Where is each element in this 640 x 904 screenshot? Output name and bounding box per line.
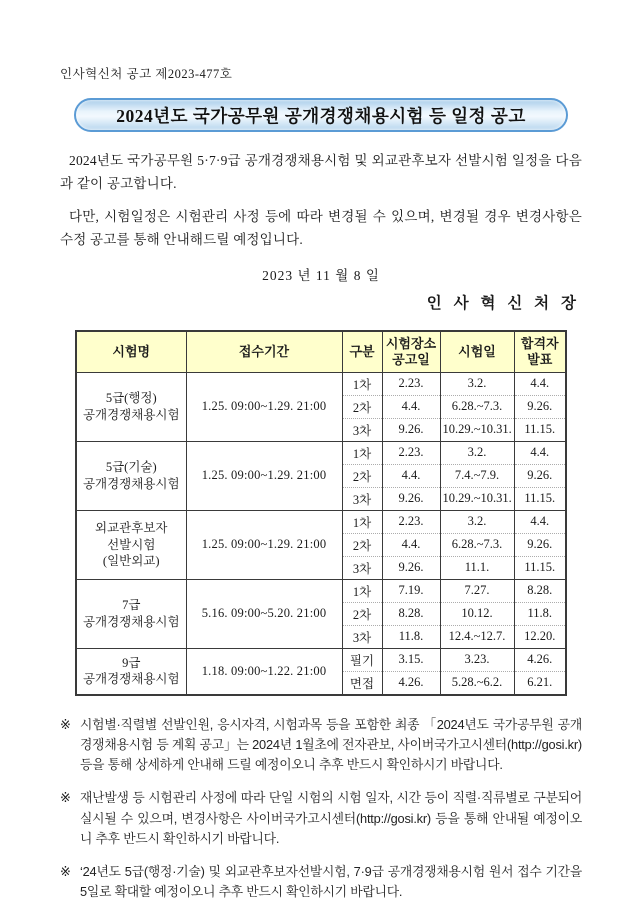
exam-name-cell: 9급 공개경쟁채용시험 — [76, 648, 186, 695]
doc-number: 인사혁신처 공고 제2023-477호 — [60, 67, 233, 81]
table-row — [76, 510, 566, 533]
stage-cell: 1차 — [342, 579, 382, 602]
header-pass-announcement: 합격자 발표 — [514, 331, 566, 373]
pass-date-cell: 11.15. — [514, 556, 566, 579]
exam-date-cell: 3.2. — [440, 441, 514, 464]
note-marker: ※ — [60, 790, 71, 806]
period-cell: 5.16. 09:00~5.20. 21:00 — [186, 579, 342, 648]
schedule-table — [75, 330, 567, 696]
stage-cell: 3차 — [342, 418, 382, 441]
period-cell: 1.18. 09:00~1.22. 21:00 — [186, 648, 342, 695]
notice-date-cell: 11.8. — [382, 625, 440, 648]
stage-cell: 1차 — [342, 441, 382, 464]
pass-date-cell: 6.21. — [514, 671, 566, 695]
note-text: 재난발생 등 시험관리 사정에 따라 단일 시험의 시험 일자, 시간 등이 직렬·직류별로 구분되어 실시될 수 있으며, 변경사항은 사이버국가고시센터(http://gosi.kr) 등을 통해 안내될 예정이오니 추후 반드시 확인하시기 바랍니다. — [80, 790, 582, 846]
stage-cell: 3차 — [342, 625, 382, 648]
exam-date-cell: 11.1. — [440, 556, 514, 579]
notice-date-cell: 4.26. — [382, 671, 440, 695]
pass-date-cell: 9.26. — [514, 533, 566, 556]
pass-date-cell: 4.26. — [514, 648, 566, 671]
period-cell: 1.25. 09:00~1.29. 21:00 — [186, 510, 342, 579]
note-marker: ※ — [60, 716, 71, 732]
pass-date-cell: 4.4. — [514, 510, 566, 533]
table-header-row — [76, 331, 566, 373]
pass-date-cell: 9.26. — [514, 395, 566, 418]
table-row — [76, 648, 566, 671]
pass-date-cell: 4.4. — [514, 441, 566, 464]
exam-date-cell: 3.23. — [440, 648, 514, 671]
stage-cell: 면접 — [342, 671, 382, 695]
notice-date-cell: 9.26. — [382, 556, 440, 579]
body-paragraphs — [60, 150, 582, 252]
exam-date-cell: 3.2. — [440, 510, 514, 533]
notes-section — [60, 715, 582, 903]
note — [60, 715, 582, 776]
notice-date-cell: 4.4. — [382, 533, 440, 556]
exam-date-cell: 10.29.~10.31. — [440, 487, 514, 510]
table-row — [76, 441, 566, 464]
stage-cell: 필기 — [342, 648, 382, 671]
paragraph-intro: 2024년도 국가공무원 5·7·9급 공개경쟁채용시험 및 외교관후보자 선발시험 일정을 다음과 같이 공고합니다. — [60, 153, 582, 191]
notice-date-cell: 8.28. — [382, 602, 440, 625]
title-box — [74, 98, 568, 132]
exam-date-cell: 6.28.~7.3. — [440, 533, 514, 556]
exam-date-cell: 10.12. — [440, 602, 514, 625]
exam-date-cell: 5.28.~6.2. — [440, 671, 514, 695]
notice-date-cell: 7.19. — [382, 579, 440, 602]
signer: 인 사 혁 신 처 장 — [426, 294, 580, 312]
notice-date-cell: 4.4. — [382, 395, 440, 418]
note — [60, 788, 582, 849]
exam-date-cell: 10.29.~10.31. — [440, 418, 514, 441]
notice-date-cell: 9.26. — [382, 487, 440, 510]
stage-cell: 2차 — [342, 464, 382, 487]
stage-cell: 1차 — [342, 510, 382, 533]
notice-date-cell: 3.15. — [382, 648, 440, 671]
exam-name-cell: 5급(행정) 공개경쟁채용시험 — [76, 372, 186, 441]
exam-name-cell: 5급(기술) 공개경쟁채용시험 — [76, 441, 186, 510]
note-text: ‘24년도 5급(행정·기술) 및 외교관후보자선발시험, 7·9급 공개경쟁채용시험 원서 접수 기간을 5일로 확대할 예정이오니 추후 반드시 확인하시기 바랍니다. — [80, 864, 582, 900]
stage-cell: 1차 — [342, 372, 382, 395]
notice-date-cell: 2.23. — [382, 372, 440, 395]
exam-name-cell: 7급 공개경쟁채용시험 — [76, 579, 186, 648]
header-exam-name: 시험명 — [76, 331, 186, 373]
pass-date-cell: 11.8. — [514, 602, 566, 625]
exam-date-cell: 7.27. — [440, 579, 514, 602]
stage-cell: 2차 — [342, 602, 382, 625]
stage-cell: 2차 — [342, 533, 382, 556]
header-application-period: 접수기간 — [186, 331, 342, 373]
date-line: 2023 년 11 월 8 일 — [262, 267, 380, 283]
stage-cell: 2차 — [342, 395, 382, 418]
paragraph-notice: 다만, 시험일정은 시험관리 사정 등에 따라 변경될 수 있으며, 변경될 경우 변경사항은 수정 공고를 통해 안내해드릴 예정입니다. — [60, 209, 582, 248]
pass-date-cell: 12.20. — [514, 625, 566, 648]
notice-date-cell: 2.23. — [382, 510, 440, 533]
notice-date-cell: 9.26. — [382, 418, 440, 441]
exam-date-cell: 6.28.~7.3. — [440, 395, 514, 418]
period-cell: 1.25. 09:00~1.29. 21:00 — [186, 441, 342, 510]
pass-date-cell: 11.15. — [514, 418, 566, 441]
pass-date-cell: 9.26. — [514, 464, 566, 487]
table-row — [76, 579, 566, 602]
pass-date-cell: 11.15. — [514, 487, 566, 510]
note — [60, 862, 582, 902]
exam-date-cell: 7.4.~7.9. — [440, 464, 514, 487]
stage-cell: 3차 — [342, 487, 382, 510]
pass-date-cell: 4.4. — [514, 372, 566, 395]
notice-date-cell: 2.23. — [382, 441, 440, 464]
header-exam-date: 시험일 — [440, 331, 514, 373]
header-venue-notice-date: 시험장소 공고일 — [382, 331, 440, 373]
page-title: 2024년도 국가공무원 공개경쟁채용시험 등 일정 공고 — [116, 105, 526, 126]
period-cell: 1.25. 09:00~1.29. 21:00 — [186, 372, 342, 441]
exam-name-cell: 외교관후보자 선발시험 (일반외교) — [76, 510, 186, 579]
stage-cell: 3차 — [342, 556, 382, 579]
header-stage: 구분 — [342, 331, 382, 373]
note-text: 시험별·직렬별 선발인원, 응시자격, 시험과목 등을 포함한 최종 「2024년도 국가공무원 공개경쟁채용시험 등 계획 공고」는 2024년 1월초에 전자관보, 사이버국가고시센터(http://gosi.kr) 등을 통해 상세하게 안내해 드릴 예정이오니 추후 반드시 확인하시기 바랍니다. — [80, 716, 582, 773]
pass-date-cell: 8.28. — [514, 579, 566, 602]
exam-date-cell: 12.4.~12.7. — [440, 625, 514, 648]
note-marker: ※ — [60, 864, 71, 879]
exam-date-cell: 3.2. — [440, 372, 514, 395]
notice-date-cell: 4.4. — [382, 464, 440, 487]
table-row — [76, 372, 566, 395]
